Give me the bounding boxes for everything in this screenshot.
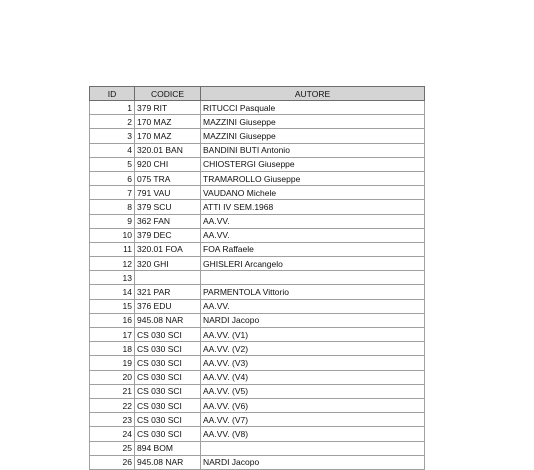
data-grid <box>89 86 425 468</box>
cell-codice[interactable]: 945.08 NAR <box>135 313 201 327</box>
cell-autore[interactable]: AA.VV. <box>201 228 425 242</box>
cell-id[interactable]: 8 <box>90 200 135 214</box>
table-row[interactable] <box>90 299 425 313</box>
cell-id[interactable]: 24 <box>90 427 135 441</box>
table-row[interactable] <box>90 455 425 469</box>
cell-id[interactable]: 2 <box>90 115 135 129</box>
table-row[interactable] <box>90 427 425 441</box>
records-table <box>89 86 425 470</box>
cell-id[interactable]: 3 <box>90 129 135 143</box>
cell-codice[interactable]: CS 030 SCI <box>135 356 201 370</box>
table-row[interactable] <box>90 129 425 143</box>
cell-codice[interactable]: CS 030 SCI <box>135 398 201 412</box>
table-row[interactable] <box>90 242 425 256</box>
table-row[interactable] <box>90 157 425 171</box>
cell-id[interactable]: 17 <box>90 328 135 342</box>
cell-id[interactable]: 5 <box>90 157 135 171</box>
table-row[interactable] <box>90 328 425 342</box>
cell-codice[interactable]: 376 EDU <box>135 299 201 313</box>
table-row[interactable] <box>90 171 425 185</box>
cell-autore[interactable]: RITUCCI Pasquale <box>201 101 425 115</box>
cell-id[interactable]: 9 <box>90 214 135 228</box>
cell-codice[interactable]: 379 DEC <box>135 228 201 242</box>
cell-codice[interactable]: 320 GHI <box>135 257 201 271</box>
cell-autore[interactable]: CHIOSTERGI Giuseppe <box>201 157 425 171</box>
cell-autore[interactable]: PARMENTOLA Vittorio <box>201 285 425 299</box>
cell-id[interactable]: 26 <box>90 455 135 469</box>
cell-autore[interactable]: BANDINI BUTI Antonio <box>201 143 425 157</box>
cell-codice[interactable]: 362 FAN <box>135 214 201 228</box>
table-row[interactable] <box>90 441 425 455</box>
cell-id[interactable]: 12 <box>90 257 135 271</box>
table-row[interactable] <box>90 115 425 129</box>
cell-codice[interactable]: 321 PAR <box>135 285 201 299</box>
cell-id[interactable]: 16 <box>90 313 135 327</box>
cell-codice[interactable]: 170 MAZ <box>135 129 201 143</box>
cell-autore[interactable]: TRAMAROLLO Giuseppe <box>201 171 425 185</box>
cell-autore[interactable]: VAUDANO Michele <box>201 186 425 200</box>
cell-codice[interactable]: CS 030 SCI <box>135 427 201 441</box>
cell-id[interactable]: 23 <box>90 413 135 427</box>
cell-codice[interactable]: 170 MAZ <box>135 115 201 129</box>
table-row[interactable] <box>90 186 425 200</box>
cell-id[interactable]: 19 <box>90 356 135 370</box>
table-body <box>90 101 425 470</box>
header-row <box>90 87 425 101</box>
cell-autore[interactable] <box>201 441 425 455</box>
table-row[interactable] <box>90 384 425 398</box>
cell-autore[interactable]: AA.VV. (V6) <box>201 398 425 412</box>
cell-autore[interactable]: NARDI Jacopo <box>201 455 425 469</box>
cell-id[interactable]: 18 <box>90 342 135 356</box>
cell-autore[interactable]: AA.VV. (V1) <box>201 328 425 342</box>
cell-autore[interactable]: NARDI Jacopo <box>201 313 425 327</box>
cell-id[interactable]: 25 <box>90 441 135 455</box>
cell-autore[interactable]: AA.VV. (V3) <box>201 356 425 370</box>
table-row[interactable] <box>90 101 425 115</box>
cell-autore[interactable]: MAZZINI Giuseppe <box>201 115 425 129</box>
table-row[interactable] <box>90 370 425 384</box>
cell-id[interactable]: 10 <box>90 228 135 242</box>
table-row[interactable] <box>90 143 425 157</box>
cell-autore[interactable]: GHISLERI Arcangelo <box>201 257 425 271</box>
cell-codice[interactable]: 920 CHI <box>135 157 201 171</box>
cell-codice[interactable]: CS 030 SCI <box>135 328 201 342</box>
cell-autore[interactable]: AA.VV. (V4) <box>201 370 425 384</box>
cell-autore[interactable]: AA.VV. (V8) <box>201 427 425 441</box>
table-row[interactable] <box>90 257 425 271</box>
cell-codice[interactable]: 791 VAU <box>135 186 201 200</box>
cell-codice[interactable]: CS 030 SCI <box>135 384 201 398</box>
cell-autore[interactable] <box>201 271 425 285</box>
table-row[interactable] <box>90 200 425 214</box>
table-row[interactable] <box>90 228 425 242</box>
cell-codice[interactable]: 075 TRA <box>135 171 201 185</box>
cell-autore[interactable]: AA.VV. <box>201 214 425 228</box>
cell-codice[interactable]: 945.08 NAR <box>135 455 201 469</box>
cell-codice[interactable]: CS 030 SCI <box>135 342 201 356</box>
cell-autore[interactable]: AA.VV. (V5) <box>201 384 425 398</box>
cell-id[interactable]: 6 <box>90 171 135 185</box>
cell-codice[interactable]: 379 SCU <box>135 200 201 214</box>
column-header-autore[interactable]: AUTORE <box>201 87 425 101</box>
cell-id[interactable]: 21 <box>90 384 135 398</box>
cell-autore[interactable]: AA.VV. (V7) <box>201 413 425 427</box>
cell-autore[interactable]: AA.VV. <box>201 299 425 313</box>
cell-id[interactable]: 7 <box>90 186 135 200</box>
cell-codice[interactable]: 379 RIT <box>135 101 201 115</box>
table-row[interactable] <box>90 398 425 412</box>
cell-id[interactable]: 14 <box>90 285 135 299</box>
cell-id[interactable]: 15 <box>90 299 135 313</box>
cell-autore[interactable]: AA.VV. (V2) <box>201 342 425 356</box>
cell-id[interactable]: 11 <box>90 242 135 256</box>
cell-codice[interactable]: 320.01 BAN <box>135 143 201 157</box>
cell-autore[interactable]: MAZZINI Giuseppe <box>201 129 425 143</box>
table-row[interactable] <box>90 214 425 228</box>
cell-autore[interactable]: ATTI IV SEM.1968 <box>201 200 425 214</box>
table-row[interactable] <box>90 285 425 299</box>
table-row[interactable] <box>90 413 425 427</box>
cell-codice[interactable]: CS 030 SCI <box>135 370 201 384</box>
cell-codice[interactable]: 894 BOM <box>135 441 201 455</box>
cell-codice[interactable] <box>135 271 201 285</box>
table-row[interactable] <box>90 356 425 370</box>
cell-codice[interactable]: CS 030 SCI <box>135 413 201 427</box>
table-row[interactable] <box>90 342 425 356</box>
column-header-codice[interactable]: CODICE <box>135 87 201 101</box>
cell-codice[interactable]: 320.01 FOA <box>135 242 201 256</box>
cell-id[interactable]: 13 <box>90 271 135 285</box>
cell-id[interactable]: 1 <box>90 101 135 115</box>
cell-id[interactable]: 22 <box>90 398 135 412</box>
cell-id[interactable]: 20 <box>90 370 135 384</box>
cell-id[interactable]: 4 <box>90 143 135 157</box>
table-row[interactable] <box>90 313 425 327</box>
table-row[interactable] <box>90 271 425 285</box>
column-header-id[interactable]: ID <box>90 87 135 101</box>
cell-autore[interactable]: FOA Raffaele <box>201 242 425 256</box>
